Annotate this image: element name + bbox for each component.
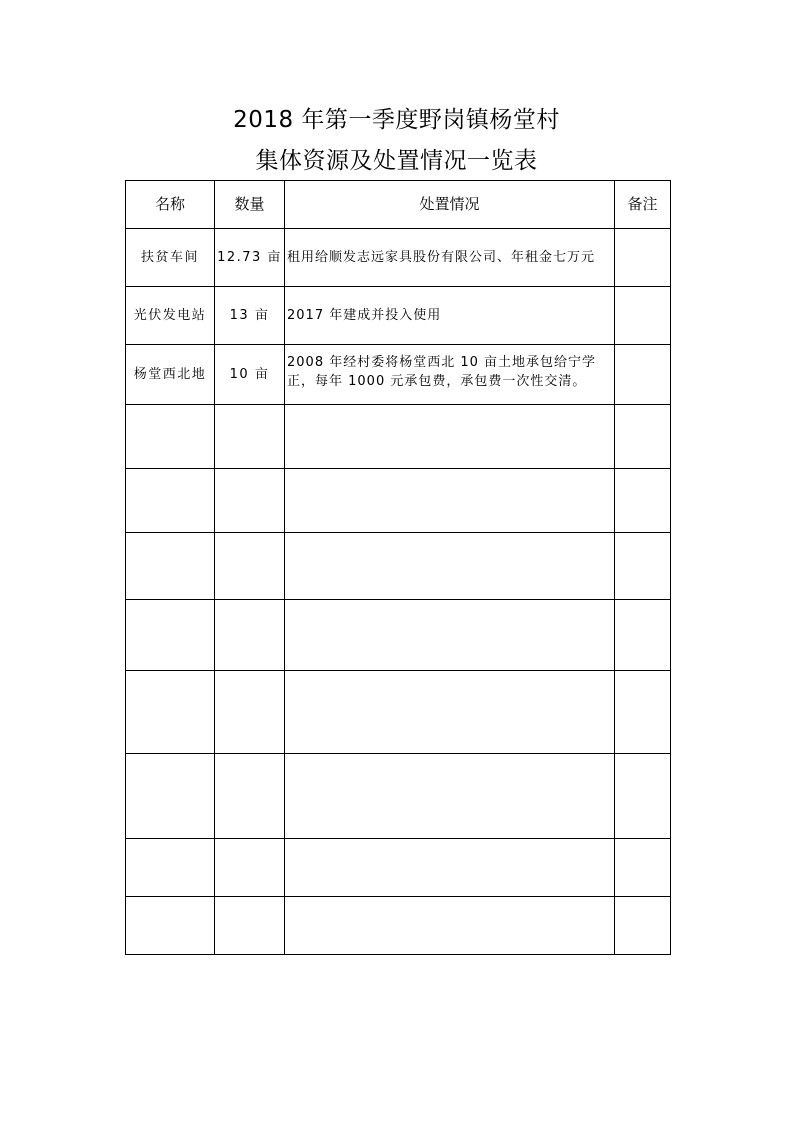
cell-name — [126, 600, 215, 671]
cell-quantity: 10 亩 — [215, 345, 285, 405]
cell-disposal — [285, 405, 615, 469]
table-header-row — [126, 181, 671, 229]
cell-name: 光伏发电站 — [126, 287, 215, 345]
cell-remarks — [615, 839, 671, 897]
table-row — [126, 600, 671, 671]
table-row — [126, 405, 671, 469]
resource-table — [125, 180, 671, 955]
cell-name — [126, 754, 215, 839]
cell-disposal: 租用给顺发志远家具股份有限公司、年租金七万元 — [285, 229, 615, 287]
cell-disposal — [285, 754, 615, 839]
cell-name — [126, 469, 215, 533]
cell-quantity — [215, 897, 285, 955]
header-name: 名称 — [126, 181, 215, 229]
header-remarks: 备注 — [615, 181, 671, 229]
document-title-line2: 集体资源及处置情况一览表 — [255, 148, 538, 174]
table-row — [126, 287, 671, 345]
cell-name — [126, 897, 215, 955]
cell-remarks — [615, 533, 671, 600]
cell-disposal: 2008 年经村委将杨堂西北 10 亩土地承包给宁学正，每年 1000 元承包费，承包费一次性交清。 — [285, 345, 615, 405]
table-row — [126, 469, 671, 533]
cell-quantity — [215, 405, 285, 469]
cell-remarks — [615, 405, 671, 469]
cell-quantity: 12.73 亩 — [215, 229, 285, 287]
cell-quantity — [215, 839, 285, 897]
cell-disposal — [285, 469, 615, 533]
cell-name — [126, 671, 215, 754]
table-row — [126, 754, 671, 839]
table-row — [126, 345, 671, 405]
cell-remarks — [615, 345, 671, 405]
cell-quantity — [215, 600, 285, 671]
table-row — [126, 229, 671, 287]
cell-remarks — [615, 287, 671, 345]
cell-name — [126, 533, 215, 600]
cell-quantity — [215, 469, 285, 533]
cell-disposal — [285, 897, 615, 955]
cell-remarks — [615, 671, 671, 754]
cell-remarks — [615, 469, 671, 533]
cell-name — [126, 839, 215, 897]
cell-disposal: 2017 年建成并投入使用 — [285, 287, 615, 345]
table-row — [126, 897, 671, 955]
cell-disposal — [285, 600, 615, 671]
cell-quantity: 13 亩 — [215, 287, 285, 345]
cell-disposal — [285, 839, 615, 897]
table-row — [126, 533, 671, 600]
cell-name: 扶贫车间 — [126, 229, 215, 287]
cell-disposal — [285, 533, 615, 600]
cell-remarks — [615, 754, 671, 839]
table-row — [126, 671, 671, 754]
header-quantity: 数量 — [215, 181, 285, 229]
cell-quantity — [215, 754, 285, 839]
cell-disposal — [285, 671, 615, 754]
table-row — [126, 839, 671, 897]
cell-remarks — [615, 229, 671, 287]
cell-remarks — [615, 897, 671, 955]
cell-name: 杨堂西北地 — [126, 345, 215, 405]
cell-name — [126, 405, 215, 469]
document-title-line1: 2018 年第一季度野岗镇杨堂村 — [233, 107, 560, 133]
cell-remarks — [615, 600, 671, 671]
cell-quantity — [215, 671, 285, 754]
header-disposal: 处置情况 — [285, 181, 615, 229]
cell-quantity — [215, 533, 285, 600]
